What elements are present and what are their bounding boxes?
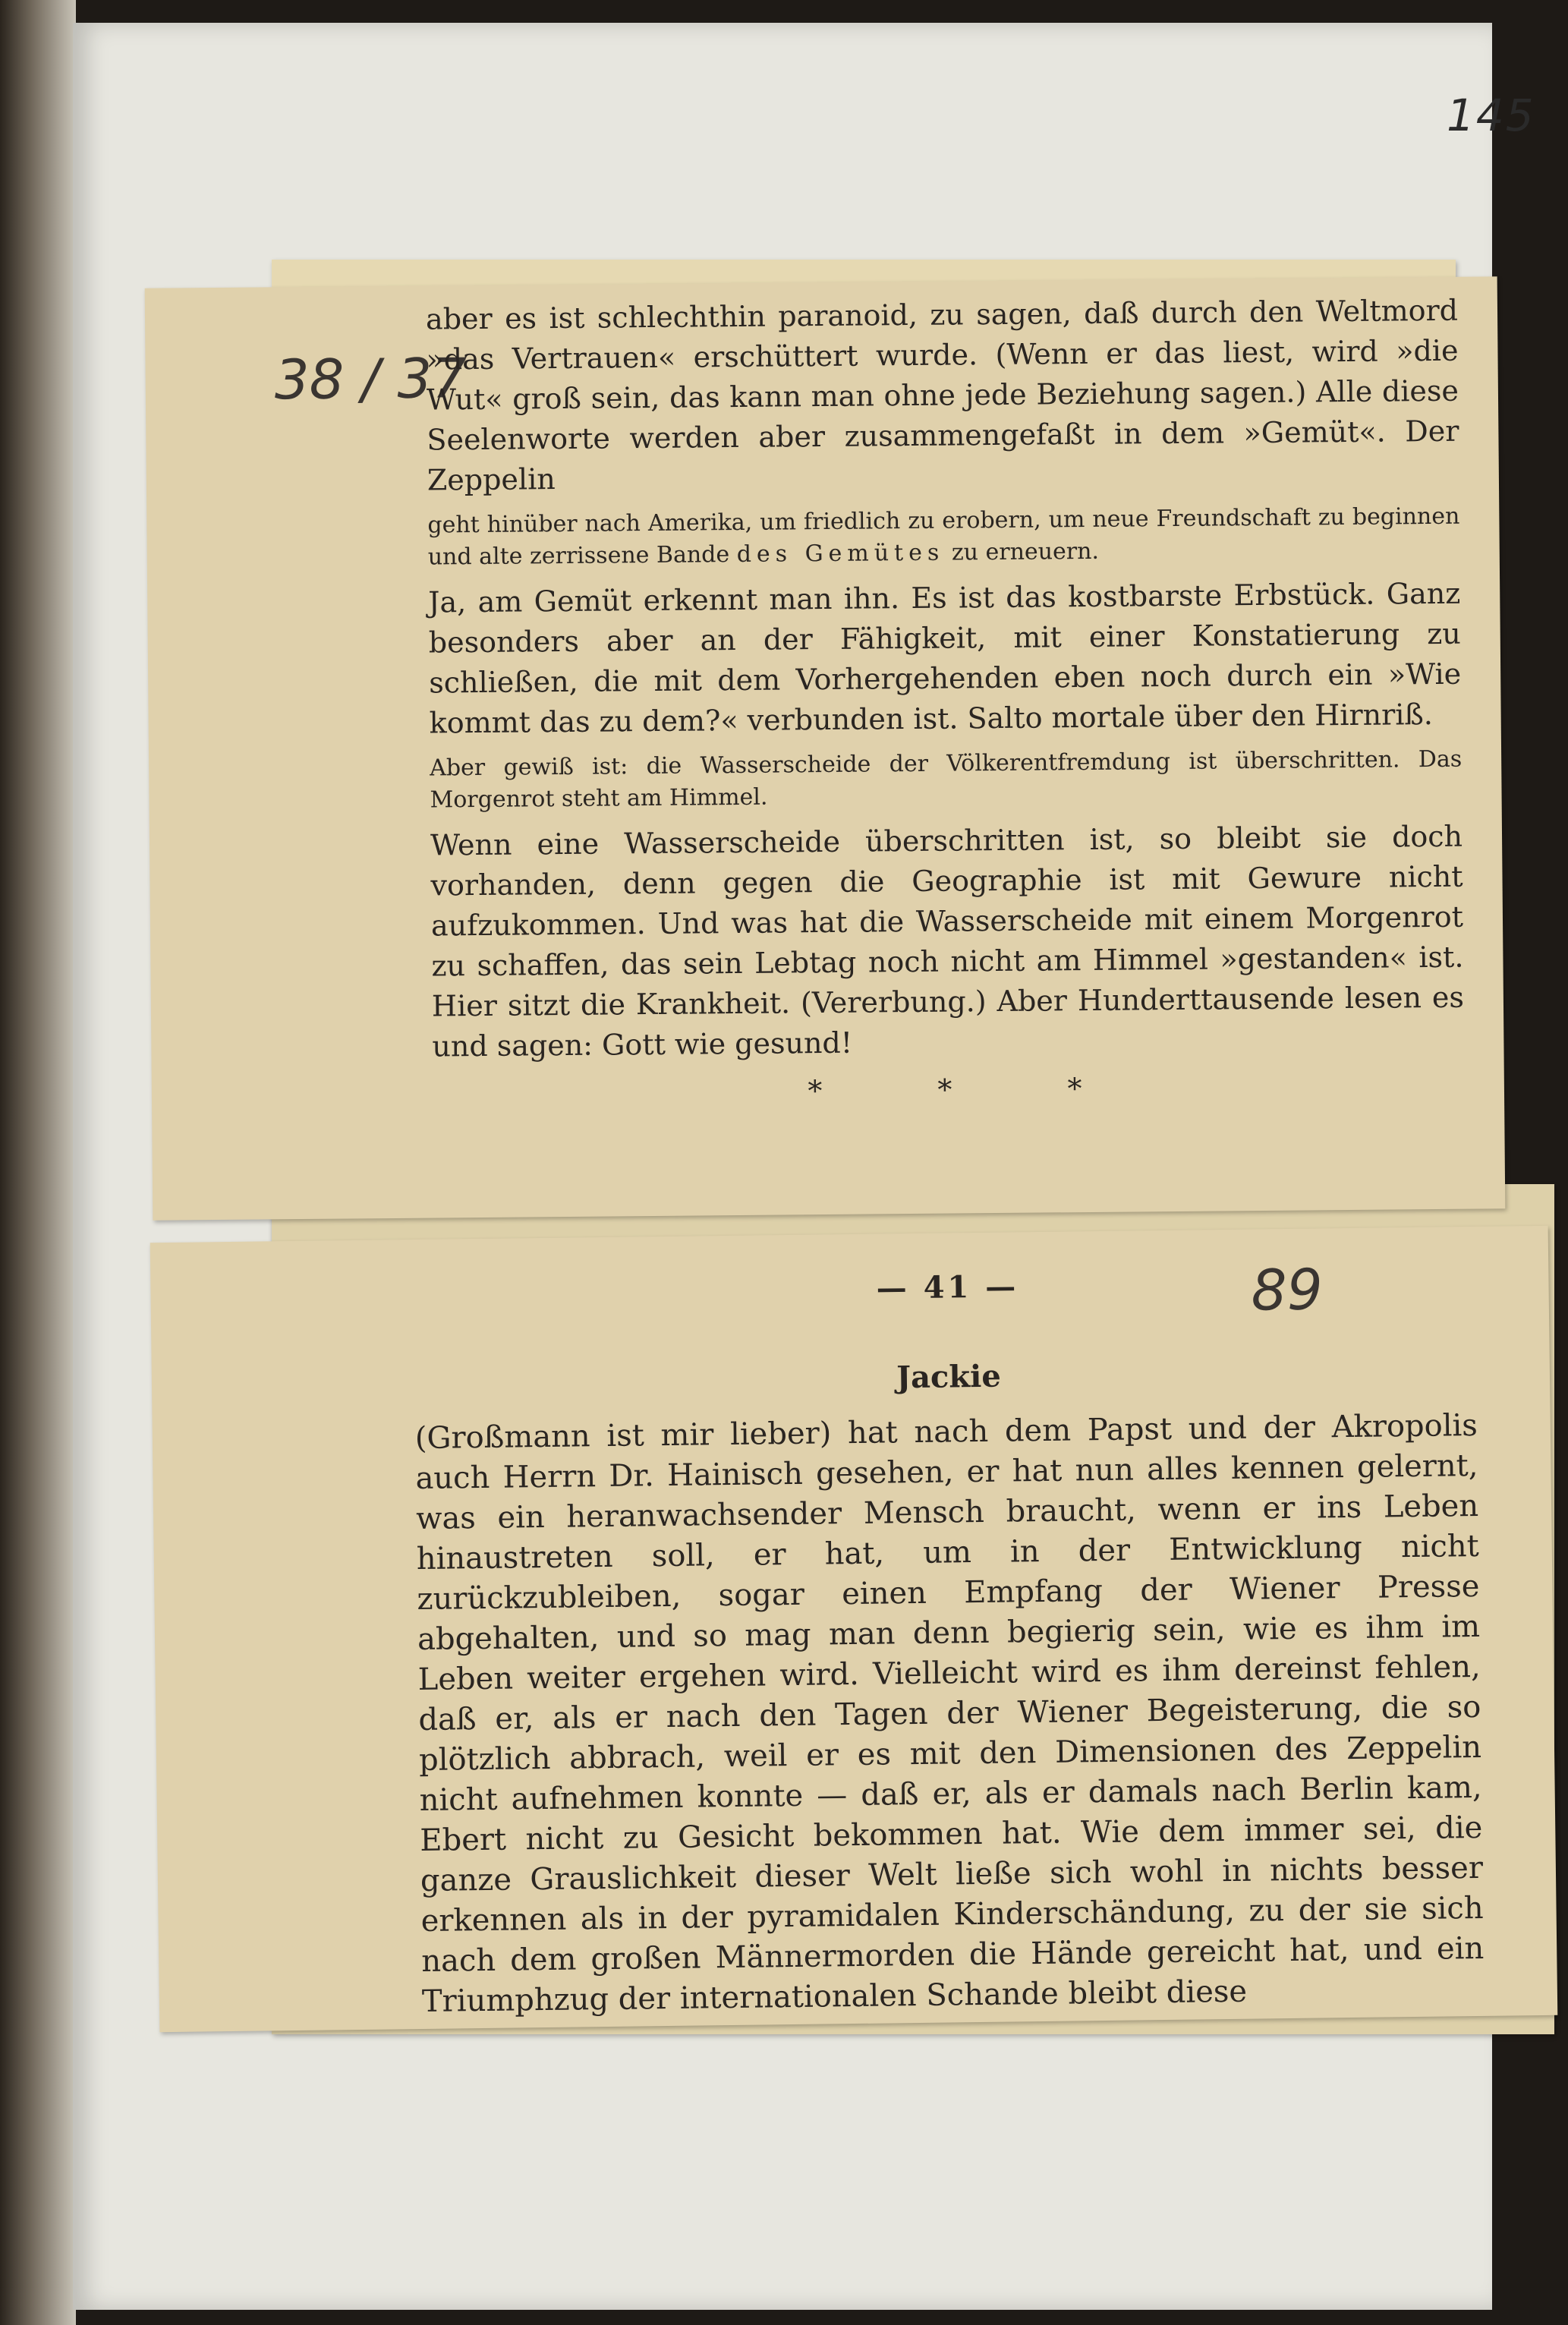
paragraph: Wenn eine Wasserscheide überschritten ist, so bleibt sie doch vorhanden, denn gegen die Geographie ist mit Gewure nicht aufzukommen. Und was hat die Wasserscheide mit einem Morgenrot zu schaffen, das sein Lebtag noch nicht am Himmel »gestanden« ist. Hier sitzt die Krankheit. (Vererbung.) Aber Hunderttausende lesen es und sagen: Gott wie gesund! xyxy=(430,819,1465,1063)
paragraph: Ja, am Gemüt erkennt man ihn. Es ist das kostbarste Erbstück. Ganz besonders aber an der Fähigkeit, mit einer Konstatierung zu schließen, die mit dem Vorhergehenden eben noch durch ein »Wie kommt das zu dem?« verbunden ist. Salto mortale über den Hirnriß. xyxy=(428,576,1462,740)
handwritten-margin-note: 38 / 37 xyxy=(274,346,468,412)
paragraph: (Großmann ist mir lieber) hat nach dem Papst und der Akropolis auch Herrn Dr. Hainisch gesehen, er hat nun alles kennen gelernt, was ein heranwachsender Mensch braucht, wenn er ins Leben hinaustreten soll, er hat, um in der Entwicklung nicht zurückzubleiben, sogar einen Empfang der Wiener Presse abgehalten, und so mag man denn begierig sein, wie es ihm im Leben weiter ergehen wird. Vielleicht wird es ihm dereinst fehlen, daß er, als er nach den Tagen der Wiener Begeisterung, die so plötzlich abbrach, weil er es mit den Dimensionen des Zeppelin nicht aufnehmen konnte — daß er, als er damals nach Berlin kam, Ebert nicht zu Gesicht bekommen hat. Wie dem immer sei, die ganze Grauslichkeit dieser Welt ließe sich wohl in nichts besser erkennen als in der pyramidalen Kinderschändung, zu der sie sich nach dem großen Männermorden die Hände gereicht hat, und ein Triumphzug der internationalen Schande bleibt diese xyxy=(414,1407,1485,2019)
article-title: Jackie xyxy=(896,1358,1002,1396)
section-separator: * * * xyxy=(808,1071,1135,1108)
newspaper-clipping-2 xyxy=(150,1226,1558,2032)
book-binding xyxy=(0,0,76,2325)
album-page xyxy=(73,23,1535,2310)
quoted-passage: Aber gewiß ist: die Wasserscheide der Völkerentfremdung ist überschritten. Das Morgenrot steht am Himmel. xyxy=(430,745,1463,814)
clipping-1-text xyxy=(426,291,1465,1111)
handwritten-margin-note: 89 xyxy=(1251,1257,1324,1324)
quoted-passage: geht hinüber nach Amerika, um friedlich zu erobern, um neue Freundschaft zu beginnen und alte zerrissene Bande des Gemütes zu erneuern. xyxy=(427,502,1460,571)
clipping-2-text xyxy=(415,1406,1485,2022)
page-number: 145 xyxy=(1447,90,1535,141)
section-marker: — 41 — xyxy=(876,1268,1019,1306)
newspaper-clipping-1 xyxy=(145,276,1506,1221)
emphasized-text: des Gemütes xyxy=(736,539,945,569)
paragraph: aber es ist schlechthin paranoid, zu sagen, daß durch den Weltmord »das Vertrauen« erschüttert wurde. (Wenn er das liest, wird »die Wut« groß sein, das kann man ohne jede Beziehung sagen.) Alle diese Seelenworte werden aber zusammengefaßt in dem »Gemüt«. Der Zeppelin xyxy=(425,293,1459,497)
